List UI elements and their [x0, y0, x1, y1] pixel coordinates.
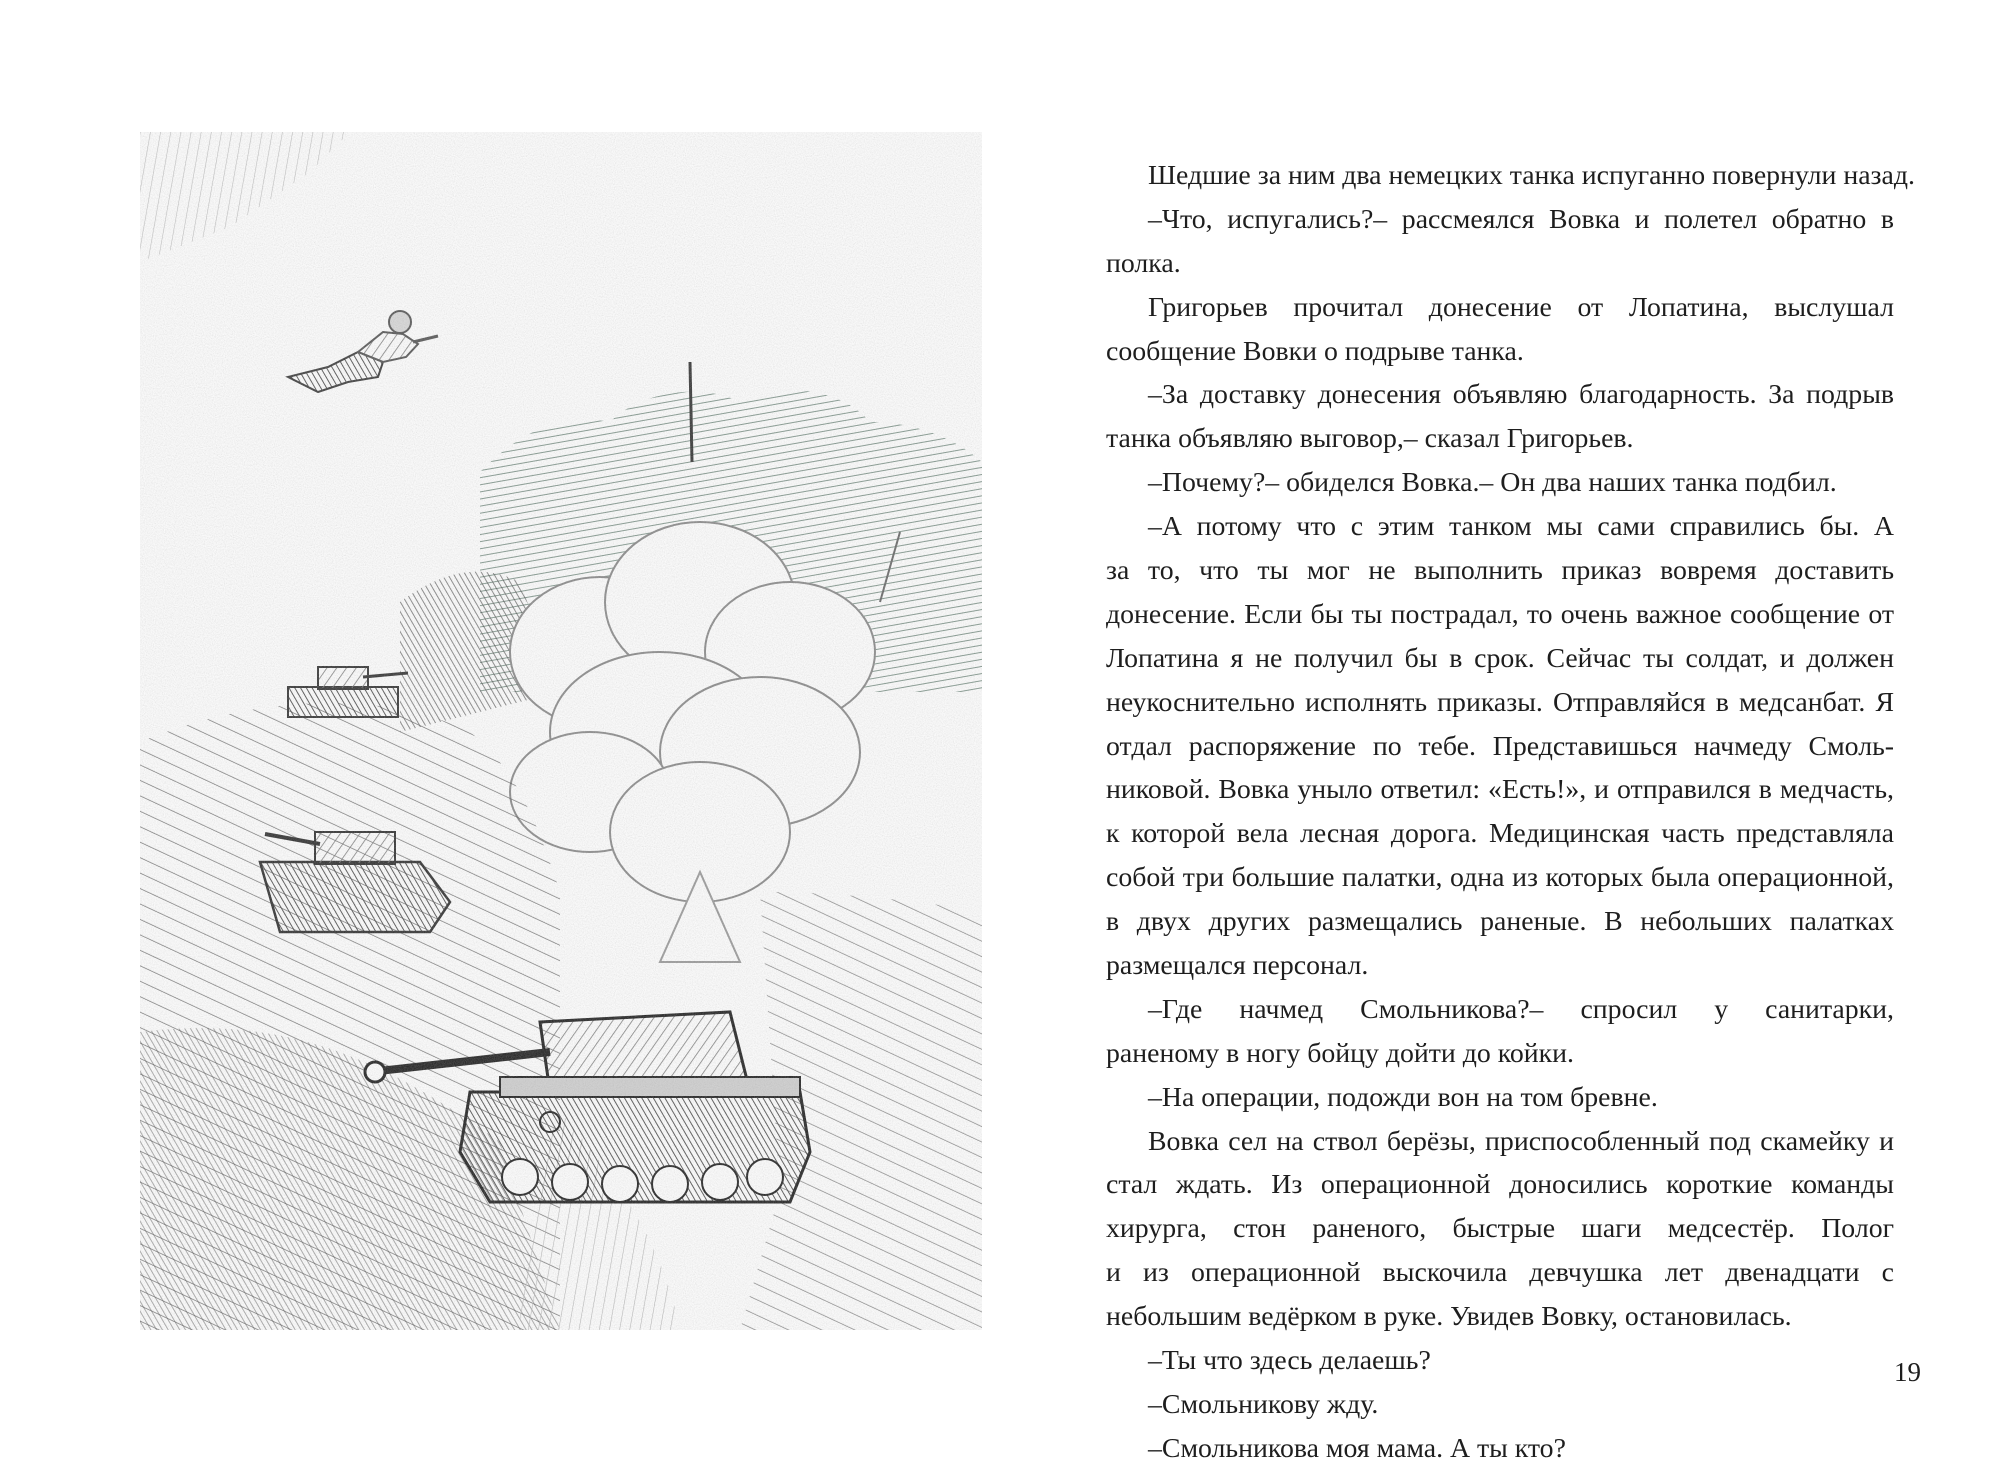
pencil-texture	[140, 132, 982, 1330]
text-line: –Ты что здесь делаешь?	[1148, 1345, 1431, 1377]
text-line: стал ждать. Из операционной доносились короткие команды	[1106, 1169, 1894, 1201]
text-line: к которой вела лесная дорога. Медицинская часть представляла	[1106, 818, 1894, 850]
tank-explosion-illustration	[140, 132, 982, 1330]
text-line: размещался персонал.	[1106, 950, 1369, 982]
text-line: сообщение Вовки о подрыве танка.	[1106, 335, 1524, 367]
text-line: неукоснительно исполнять приказы. Отправляйся в медсанбат. Я	[1106, 686, 1894, 718]
text-line: небольшим ведёрком в руке. Увидев Вовку, остановилась.	[1106, 1301, 1792, 1333]
text-line: за то, что ты мог не выполнить приказ вовремя доставить	[1106, 555, 1894, 587]
text-line: никовой. Вовка уныло ответил: «Есть!», и отправился в медчасть,	[1106, 774, 1894, 806]
text-line: –Смольникову жду.	[1148, 1388, 1379, 1420]
text-line: и из операционной выскочила девчушка лет двенадцати с	[1106, 1257, 1894, 1289]
text-line: –Смольникова моя мама. А ты кто?	[1148, 1432, 1566, 1464]
text-line: в двух других размещались раненые. В небольших палатках	[1106, 906, 1894, 938]
text-line: –Почему?– обиделся Вовка.– Он два наших танка подбил.	[1148, 467, 1837, 499]
text-line: Лопатина я не получил бы в срок. Сейчас ты солдат, и должен	[1106, 642, 1894, 674]
text-line: танка объявляю выговор,– сказал Григорьев.	[1106, 423, 1634, 455]
text-line: Шедшие за ним два немецких танка испуганно повернули назад.	[1148, 160, 1915, 191]
text-line: Григорьев прочитал донесение от Лопатина, выслушал	[1148, 291, 1894, 323]
text-line: хирурга, стон раненого, быстрые шаги медсестёр. Полог	[1106, 1213, 1894, 1245]
page-number: 19	[1894, 1357, 1921, 1387]
text-line: –А потому что с этим танком мы сами справились бы. А	[1148, 511, 1894, 543]
text-line: –За доставку донесения объявляю благодарность. За подрыв	[1148, 379, 1894, 411]
text-line: –На операции, подожди вон на том бревне.	[1148, 1081, 1658, 1113]
text-line: –Что, испугались?– рассмеялся Вовка и полетел обратно в	[1148, 203, 1894, 235]
text-line: –Где начмед Смольникова?– спросил у санитарки,	[1148, 993, 1894, 1025]
text-line: полка.	[1106, 247, 1181, 279]
illustration-svg	[140, 132, 982, 1330]
text-line: донесение. Если бы ты пострадал, то очень важное сообщение от	[1106, 598, 1894, 630]
text-line: собой три большие палатки, одна из которых была операционной,	[1106, 862, 1894, 894]
text-line: отдал распоряжение по тебе. Представишься начмеду Смоль-	[1106, 730, 1894, 762]
text-line: раненому в ногу бойцу дойти до койки.	[1106, 1037, 1574, 1069]
text-line: Вовка сел на ствол берёзы, приспособленный под скамейку и	[1148, 1125, 1894, 1157]
